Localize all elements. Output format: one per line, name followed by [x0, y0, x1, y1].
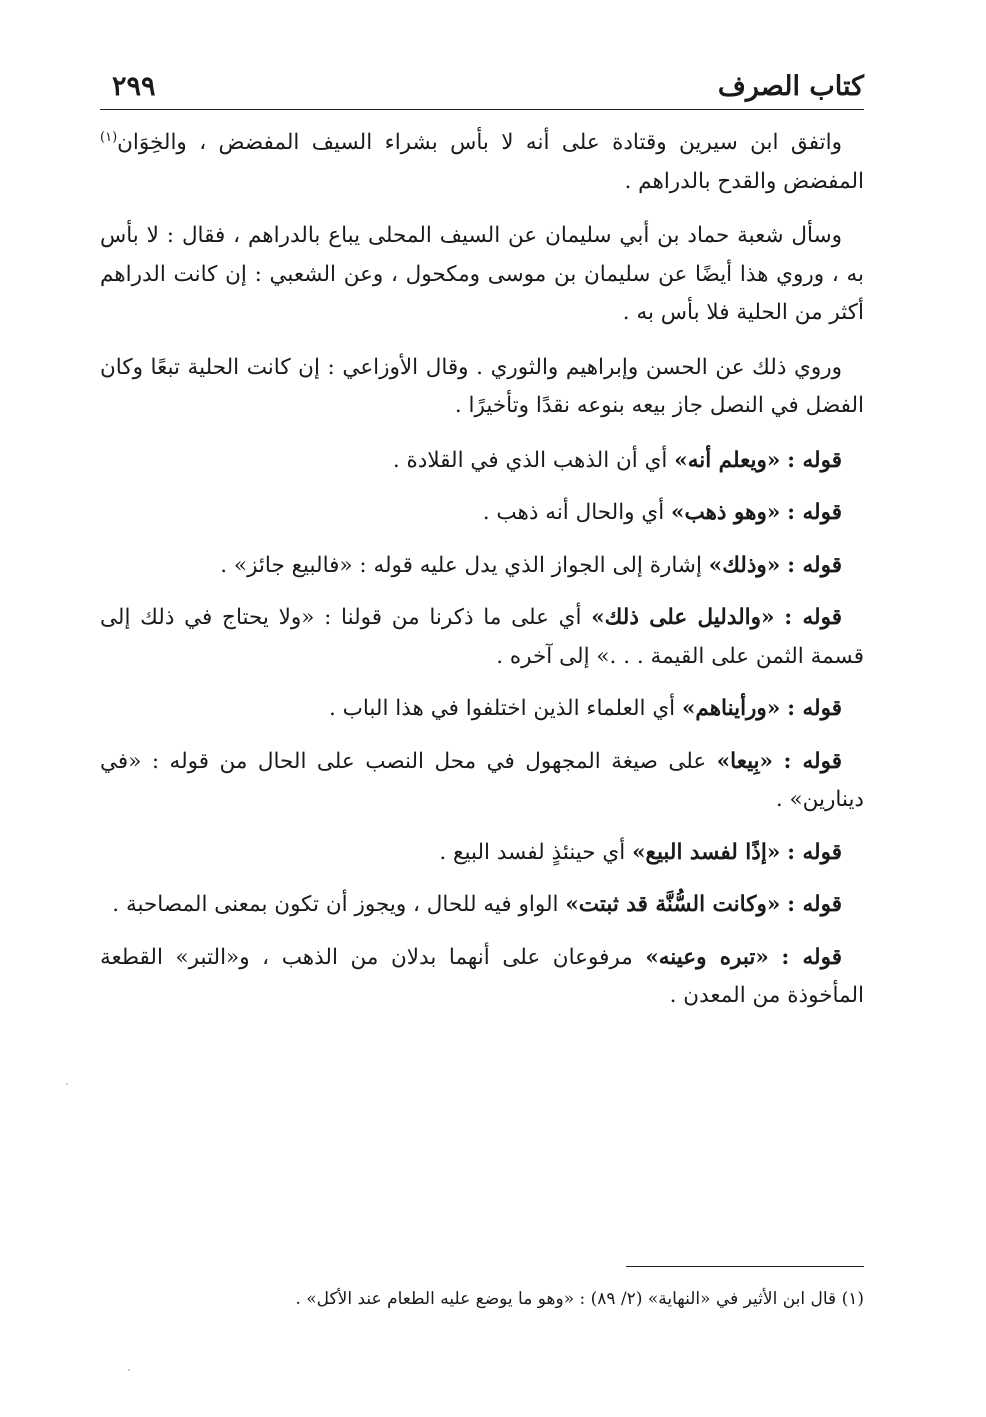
gloss-lead: قوله : [781, 944, 842, 970]
gloss-text: أي على ما ذكرنا من قولنا : «ولا يحتاج في ذلك إلى قسمة الثمن على القيمة . . .» إلى آخره . [100, 605, 864, 669]
gloss-lead: قوله : [787, 839, 842, 865]
gloss-text: أي أن الذهب الذي في القلادة . [392, 447, 675, 473]
gloss-4 [100, 599, 864, 676]
gloss-lead: قوله : [787, 696, 842, 721]
scan-speck [66, 1083, 68, 1085]
gloss-lead: قوله : [787, 500, 842, 525]
gloss-quote: «بِيعا» [716, 748, 773, 774]
gloss-text: أي العلماء الذين اختلفوا في هذا الباب . [328, 696, 682, 721]
footnote-divider [626, 1266, 864, 1267]
gloss-5 [100, 690, 864, 729]
gloss-8 [100, 886, 864, 925]
gloss-1 [100, 442, 864, 481]
gloss-text: على صيغة المجهول في محل النصب على الحال من قوله : «في دينارين» . [100, 748, 864, 812]
gloss-7 [100, 834, 864, 873]
gloss-lead: قوله : [784, 605, 842, 630]
header-title: كتاب الصرف [717, 71, 864, 102]
gloss-quote: «إذًا لفسد البيع» [632, 839, 781, 865]
gloss-9 [100, 939, 864, 1016]
gloss-lead: قوله : [787, 892, 842, 917]
paragraph-2 [100, 217, 864, 333]
gloss-text: مرفوعان على أنهما بدلان من الذهب ، و«التبر» القطعة المأخوذة من المعدن . [100, 944, 864, 1008]
header-divider [100, 109, 864, 110]
gloss-lead: قوله : [787, 447, 842, 473]
gloss-quote: «ويعلم أنه» [674, 447, 781, 473]
paragraph-text: واتفق ابن سيرين وقتادة على أنه لا بأس بشراء السيف المفضض ، والخِوَان [117, 130, 842, 155]
running-header [112, 56, 864, 100]
paragraph-text: وسأل شعبة حماد بن أبي سليمان عن السيف المحلى يباع بالدراهم ، فقال : لا بأس به ، وروي هذا أيضًا عن سليمان بن موسى ومكحول ، وعن الشعبي : إن كانت الدراهم أكثر من الحلية فلا بأس به . [100, 223, 864, 325]
gloss-text: أي والحال أنه ذهب . [482, 500, 672, 525]
paragraph-text: وروي ذلك عن الحسن وإبراهيم والثوري . وقال الأوزاعي : إن كانت الحلية تبعًا وكان الفضل في النصل جاز بيعه بنوعه نقدًا وتأخيرًا . [100, 354, 864, 418]
gloss-quote: «وهو ذهب» [671, 500, 781, 525]
gloss-3 [100, 547, 864, 586]
footnote [100, 1286, 864, 1312]
paragraph-1 [100, 124, 864, 201]
scan-speck [128, 1369, 130, 1371]
gloss-lead: قوله : [787, 552, 842, 578]
paragraph-text: المفضض والقدح بالدراهم . [624, 168, 864, 194]
gloss-text: إشارة إلى الجواز الذي يدل عليه قوله : «فالبيع جائز» . [220, 552, 709, 578]
gloss-text: أي حينئذٍ لفسد البيع . [439, 839, 633, 865]
gloss-quote: «ورأيناهم» [681, 696, 781, 721]
page-number: ٢٩٩ [112, 71, 156, 102]
gloss-2 [100, 494, 864, 533]
gloss-lead: قوله : [783, 748, 842, 774]
gloss-6 [100, 743, 864, 820]
main-text [100, 124, 864, 1030]
gloss-quote: «تبره وعينه» [645, 944, 769, 970]
footnote-marker: (١) [100, 129, 118, 145]
gloss-quote: «وذلك» [708, 552, 781, 578]
paragraph-3 [100, 349, 864, 426]
gloss-text: الواو فيه للحال ، ويجوز أن تكون بمعنى المصاحبة . [112, 892, 566, 917]
gloss-quote: «والدليل على ذلك» [591, 605, 775, 630]
footnote-text: (١) قال ابن الأثير في «النهاية» (٢/ ٨٩) : «وهو ما يوضع عليه الطعام عند الأكل» . [295, 1289, 864, 1309]
gloss-quote: «وكانت السُّنَّة قد ثبتت» [565, 892, 781, 917]
